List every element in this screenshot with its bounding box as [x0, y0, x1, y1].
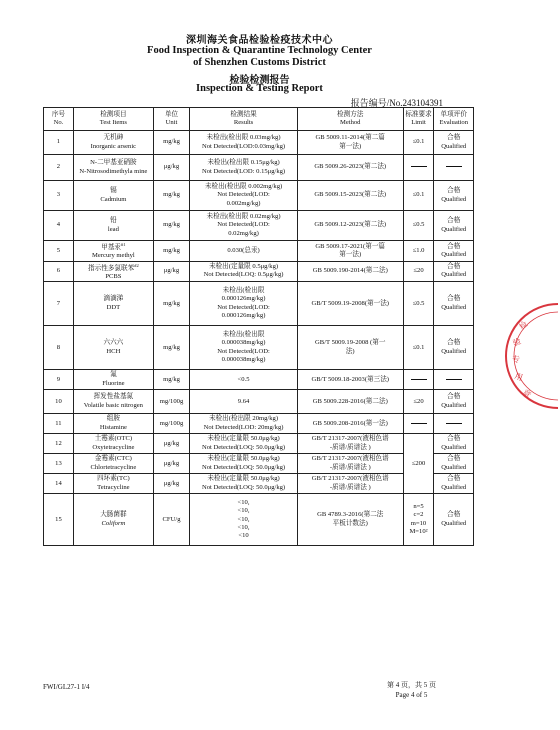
text-line: 合格	[447, 511, 461, 519]
row-number: 14	[44, 474, 74, 494]
row-number: 12	[44, 434, 74, 454]
unit-cell: mg/kg	[153, 181, 189, 211]
row-number: 7	[44, 282, 74, 326]
text-line: Qualified	[441, 142, 467, 150]
text-line: 未检出(定量限 50.0μg/kg)	[207, 475, 280, 483]
limit-cell: ≤0.5	[403, 211, 434, 241]
row-number: 9	[44, 370, 74, 390]
text-line: -质谱/质谱法 )	[329, 463, 371, 471]
text-line: Not Detected(LOQ: 50.0μg/kg)	[201, 483, 286, 491]
col-header-no: 序号 No.	[44, 108, 74, 131]
text-line: Not Detected(LOD:0.03mg/kg)	[201, 142, 286, 150]
method-cell	[297, 390, 403, 414]
text-line: 合格	[447, 134, 461, 142]
text-line: Not Detected(LOD:	[217, 191, 270, 199]
col-header-limit: 标准要求 Limit	[403, 108, 434, 131]
text-line: 未检出(检出限	[222, 287, 265, 295]
text-line: GB 5009.15-2023(第二法)	[314, 191, 387, 199]
text-line: 未检出(定量限 50.0μg/kg)	[207, 455, 280, 463]
text-line: Not Detected(LOQ: 0.5μg/kg)	[203, 271, 284, 279]
text-line: Not Detected(LOD: 0.15μg/kg)	[201, 167, 286, 175]
text-line: GB/T 21317-2007(液相色谱	[311, 435, 389, 443]
row-number: 11	[44, 414, 74, 434]
text-line: Not Detected(LOQ: 50.0μg/kg)	[201, 463, 286, 471]
svg-text:专: 专	[512, 355, 520, 364]
unit-cell: μg/kg	[153, 261, 189, 282]
text-line: 合格	[447, 242, 461, 250]
text-line: GB/T 5009.19-2008 (第一	[315, 339, 386, 347]
method-cell	[297, 261, 403, 282]
unit-cell: mg/kg	[153, 370, 189, 390]
svg-text:用: 用	[513, 371, 524, 383]
text-line: 第一法)	[339, 142, 362, 150]
unit-cell: mg/100g	[153, 414, 189, 434]
test-item-cell: 氟 Fluorine	[73, 370, 153, 390]
col-header-results: 检测结果 Results	[190, 108, 298, 131]
text-line: GB 5009.17-2021(第一篇	[315, 242, 386, 250]
test-item-cell: 四环素(TC) Tetracycline	[73, 474, 153, 494]
text-line: Qualified	[441, 443, 467, 451]
limit-cell	[403, 155, 434, 181]
text-line: 平板计数法)	[332, 519, 368, 527]
text-line: 未检出(检出限 0.03mg/kg)	[206, 134, 281, 142]
text-line: <10,	[237, 515, 250, 523]
method-cell	[297, 494, 403, 546]
text-line: 合格	[447, 475, 461, 483]
result-cell	[190, 474, 298, 494]
text-line: GB/T 21317-2007(液相色谱	[311, 455, 389, 463]
table-row	[44, 370, 474, 390]
result-cell	[190, 261, 298, 282]
text-line: 9.64	[237, 397, 250, 405]
row-number: 10	[44, 390, 74, 414]
evaluation-cell	[434, 282, 474, 326]
unit-cell: mg/kg	[153, 326, 189, 370]
evaluation-cell	[434, 370, 474, 390]
text-line: 合格	[447, 393, 461, 401]
table-row	[44, 131, 474, 155]
table-row	[44, 181, 474, 211]
method-cell	[297, 181, 403, 211]
text-line: GB 5009.190-2014(第二法)	[312, 267, 388, 275]
text-line: 0.000126mg/kg)	[221, 295, 266, 303]
test-item-cell: 土霉素(OTC) Oxytetracycline	[73, 434, 153, 454]
method-cell	[297, 370, 403, 390]
text-line: GB/T 5009.18-2003(第三法)	[311, 375, 389, 383]
text-line: -质谱/质谱法 )	[329, 443, 371, 451]
table-row	[44, 241, 474, 262]
col-header-unit: 单位 Unit	[153, 108, 189, 131]
row-number: 8	[44, 326, 74, 370]
evaluation-cell	[434, 131, 474, 155]
text-line: 0.002mg/kg)	[226, 199, 261, 207]
evaluation-cell	[434, 261, 474, 282]
text-line: 合格	[447, 263, 461, 271]
text-line: Qualified	[441, 519, 467, 527]
evaluation-cell	[434, 181, 474, 211]
text-line: Not Detected(LOD:	[217, 347, 270, 355]
report-title-cn: 检验检测报告	[229, 75, 290, 86]
text-line: 法)	[345, 347, 355, 355]
text-line: 0.000126mg/kg)	[221, 311, 266, 319]
result-cell	[190, 181, 298, 211]
svg-text:章: 章	[520, 387, 533, 400]
table-row	[44, 414, 474, 434]
dash-line	[446, 166, 462, 167]
test-item-cell: 大肠菌群 Coliform	[73, 494, 153, 546]
text-line: 0.030(总汞)	[227, 246, 260, 254]
test-item-cell: N-二甲基亚硝胺 N-Nitrosodimethyla mine	[73, 155, 153, 181]
text-line: GB 5009.12-2023(第二法)	[314, 221, 387, 229]
table-header-row	[44, 108, 474, 131]
result-cell	[190, 155, 298, 181]
page-indicator-cn: 第 4 页，共 5 页	[387, 681, 436, 689]
evaluation-cell	[434, 474, 474, 494]
table-row	[44, 434, 474, 454]
limit-cell: ≤0.5	[403, 282, 434, 326]
text-line: 未检出(检出限 20mg/kg)	[209, 415, 279, 423]
row-number: 6	[44, 261, 74, 282]
evaluation-cell	[434, 155, 474, 181]
text-line: Qualified	[441, 347, 467, 355]
text-line: Qualified	[441, 303, 467, 311]
table-row	[44, 211, 474, 241]
text-line: GB 4789.3-2016(第二法	[317, 511, 384, 519]
test-item-cell: 甲基汞$^{\#1}$ Mercury methyl	[73, 241, 153, 262]
table-row	[44, 326, 474, 370]
result-cell	[190, 414, 298, 434]
test-item-cell: 无机砷 Inorganic arsenic	[73, 131, 153, 155]
evaluation-cell	[434, 326, 474, 370]
text-line: 第一法)	[339, 250, 362, 258]
results-table	[43, 107, 474, 546]
limit-cell	[403, 494, 434, 546]
text-line: Not Detected(LOD:	[217, 303, 270, 311]
org-name-en-line1: Food Inspection & Quarantine Technology Center	[147, 45, 372, 56]
unit-cell: mg/kg	[153, 282, 189, 326]
svg-text:验: 验	[511, 336, 523, 348]
text-line: Qualified	[441, 250, 467, 258]
text-line: M=10²	[409, 527, 428, 535]
text-line: 0.000038mg/kg)	[221, 355, 266, 363]
method-cell	[297, 454, 403, 474]
svg-text:检: 检	[517, 319, 530, 332]
row-number: 2	[44, 155, 74, 181]
result-cell	[190, 326, 298, 370]
text-line: 未检出(定量限 50.0μg/kg)	[207, 435, 280, 443]
unit-cell: CFU/g	[153, 494, 189, 546]
text-line: GB 5009.208-2016(第一法)	[312, 419, 388, 427]
dash-line	[446, 423, 462, 424]
text-line: n=5	[413, 503, 424, 511]
test-item-cell: 镉 Cadmium	[73, 181, 153, 211]
row-number: 15	[44, 494, 74, 546]
limit-cell: ≤20	[403, 390, 434, 414]
result-cell	[190, 454, 298, 474]
method-cell	[297, 414, 403, 434]
col-header-items: 检测项目 Test Items	[73, 108, 153, 131]
row-number: 5	[44, 241, 74, 262]
result-cell	[190, 494, 298, 546]
red-inspection-seal-icon	[500, 296, 560, 416]
unit-cell: mg/100g	[153, 390, 189, 414]
text-line: 0.02mg/kg)	[228, 229, 259, 237]
text-line: Qualified	[441, 483, 467, 491]
method-cell	[297, 434, 403, 454]
row-number: 1	[44, 131, 74, 155]
limit-cell: ≤200	[403, 434, 434, 494]
org-name-cn: 深圳海关食品检验检疫技术中心	[186, 35, 333, 46]
result-cell	[190, 390, 298, 414]
text-line: 未检出(检出限 0.002mg/kg)	[204, 183, 283, 191]
text-line: 合格	[447, 217, 461, 225]
method-cell	[297, 155, 403, 181]
text-line: 未检出(检出限 0.15μg/kg)	[207, 159, 280, 167]
text-line: 未检出(检出限 0.02mg/kg)	[206, 213, 281, 221]
text-line: <10	[238, 531, 249, 539]
evaluation-cell	[434, 454, 474, 474]
col-header-method: 检测方法 Method	[297, 108, 403, 131]
table-row	[44, 155, 474, 181]
dash-line	[446, 379, 462, 380]
test-item-cell: 挥发性盐基氮 Volatile basic nitrogen	[73, 390, 153, 414]
text-line: 未检出(定量限 0.5μg/kg)	[208, 263, 279, 271]
text-line: 合格	[447, 187, 461, 195]
unit-cell: μg/kg	[153, 155, 189, 181]
result-cell	[190, 282, 298, 326]
text-line: m=10	[410, 519, 427, 527]
evaluation-cell	[434, 390, 474, 414]
report-number: 报告编号/No.243104391	[350, 98, 443, 108]
text-line: <10,	[237, 499, 250, 507]
text-line: 未检出(检出限	[222, 331, 265, 339]
test-item-cell: 组胺 Histamine	[73, 414, 153, 434]
dash-line	[411, 379, 427, 380]
unit-cell: μg/kg	[153, 474, 189, 494]
unit-cell: mg/kg	[153, 211, 189, 241]
method-cell	[297, 326, 403, 370]
test-item-cell: 指示性多氯联苯$^{\#2}$ PCBS	[73, 261, 153, 282]
text-line: GB 5009.11-2014(第二篇	[315, 134, 385, 142]
limit-cell: ≤0.1	[403, 326, 434, 370]
table-row	[44, 390, 474, 414]
report-number-value: 243104391	[402, 98, 443, 108]
text-line: 合格	[447, 435, 461, 443]
result-cell	[190, 434, 298, 454]
table-row	[44, 261, 474, 282]
text-line: Qualified	[441, 463, 467, 471]
evaluation-cell	[434, 494, 474, 546]
text-line: Not Detected(LOQ: 50.0μg/kg)	[201, 443, 286, 451]
text-line: -质谱/质谱法 )	[329, 483, 371, 491]
text-line: Qualified	[441, 195, 467, 203]
row-number: 4	[44, 211, 74, 241]
text-line: GB/T 21317-2007(液相色谱	[311, 475, 389, 483]
limit-cell	[403, 370, 434, 390]
text-line: GB 5009.26-2023(第二法)	[314, 163, 387, 171]
form-code: FWI/GL27-1 I/4	[43, 683, 90, 691]
result-cell	[190, 241, 298, 262]
test-item-cell: 铅 lead	[73, 211, 153, 241]
page-indicator	[387, 680, 436, 700]
table-row	[44, 494, 474, 546]
text-line: <10,	[237, 523, 250, 531]
method-cell	[297, 131, 403, 155]
row-number: 3	[44, 181, 74, 211]
test-item-cell: 六六六 HCH	[73, 326, 153, 370]
result-cell	[190, 370, 298, 390]
table-row	[44, 282, 474, 326]
dash-line	[411, 423, 427, 424]
limit-cell	[403, 414, 434, 434]
text-line: 合格	[447, 455, 461, 463]
text-line: 0.000038mg/kg)	[221, 339, 266, 347]
dash-line	[411, 166, 427, 167]
page-indicator-en: Page 4 of 5	[395, 691, 428, 699]
report-title-en: Inspection & Testing Report	[196, 83, 323, 94]
limit-cell: ≤1.0	[403, 241, 434, 262]
evaluation-cell	[434, 211, 474, 241]
text-line: Qualified	[441, 401, 467, 409]
method-cell	[297, 474, 403, 494]
text-line: <10,	[237, 507, 250, 515]
text-line: GB/T 5009.19-2008(第一法)	[311, 299, 389, 307]
text-line: 合格	[447, 339, 461, 347]
text-line: Qualified	[441, 271, 467, 279]
evaluation-cell	[434, 241, 474, 262]
text-line: 合格	[447, 295, 461, 303]
limit-cell: ≤0.1	[403, 131, 434, 155]
result-cell	[190, 131, 298, 155]
row-number: 13	[44, 454, 74, 474]
text-line: GB 5009.228-2016(第二法)	[312, 397, 388, 405]
text-line: <0.5	[237, 375, 250, 383]
limit-cell: ≤20	[403, 261, 434, 282]
test-item-cell: 金霉素(CTC) Chlortetracycline	[73, 454, 153, 474]
org-name-en-line2: of Shenzhen Customs District	[193, 57, 326, 68]
method-cell	[297, 282, 403, 326]
col-header-evaluation: 单项评价 Evaluation	[434, 108, 474, 131]
unit-cell: μg/kg	[153, 434, 189, 454]
text-line: Not Detected(LOD: 20mg/kg)	[203, 423, 284, 431]
text-line: Qualified	[441, 225, 467, 233]
method-cell	[297, 241, 403, 262]
evaluation-cell	[434, 414, 474, 434]
text-line: c=2	[413, 511, 424, 519]
unit-cell: μg/kg	[153, 454, 189, 474]
unit-cell: mg/kg	[153, 241, 189, 262]
unit-cell: mg/kg	[153, 131, 189, 155]
evaluation-cell	[434, 434, 474, 454]
limit-cell: ≤0.1	[403, 181, 434, 211]
text-line: Not Detected(LOD:	[217, 221, 270, 229]
test-item-cell: 滴滴涕 DDT	[73, 282, 153, 326]
method-cell	[297, 211, 403, 241]
result-cell	[190, 211, 298, 241]
